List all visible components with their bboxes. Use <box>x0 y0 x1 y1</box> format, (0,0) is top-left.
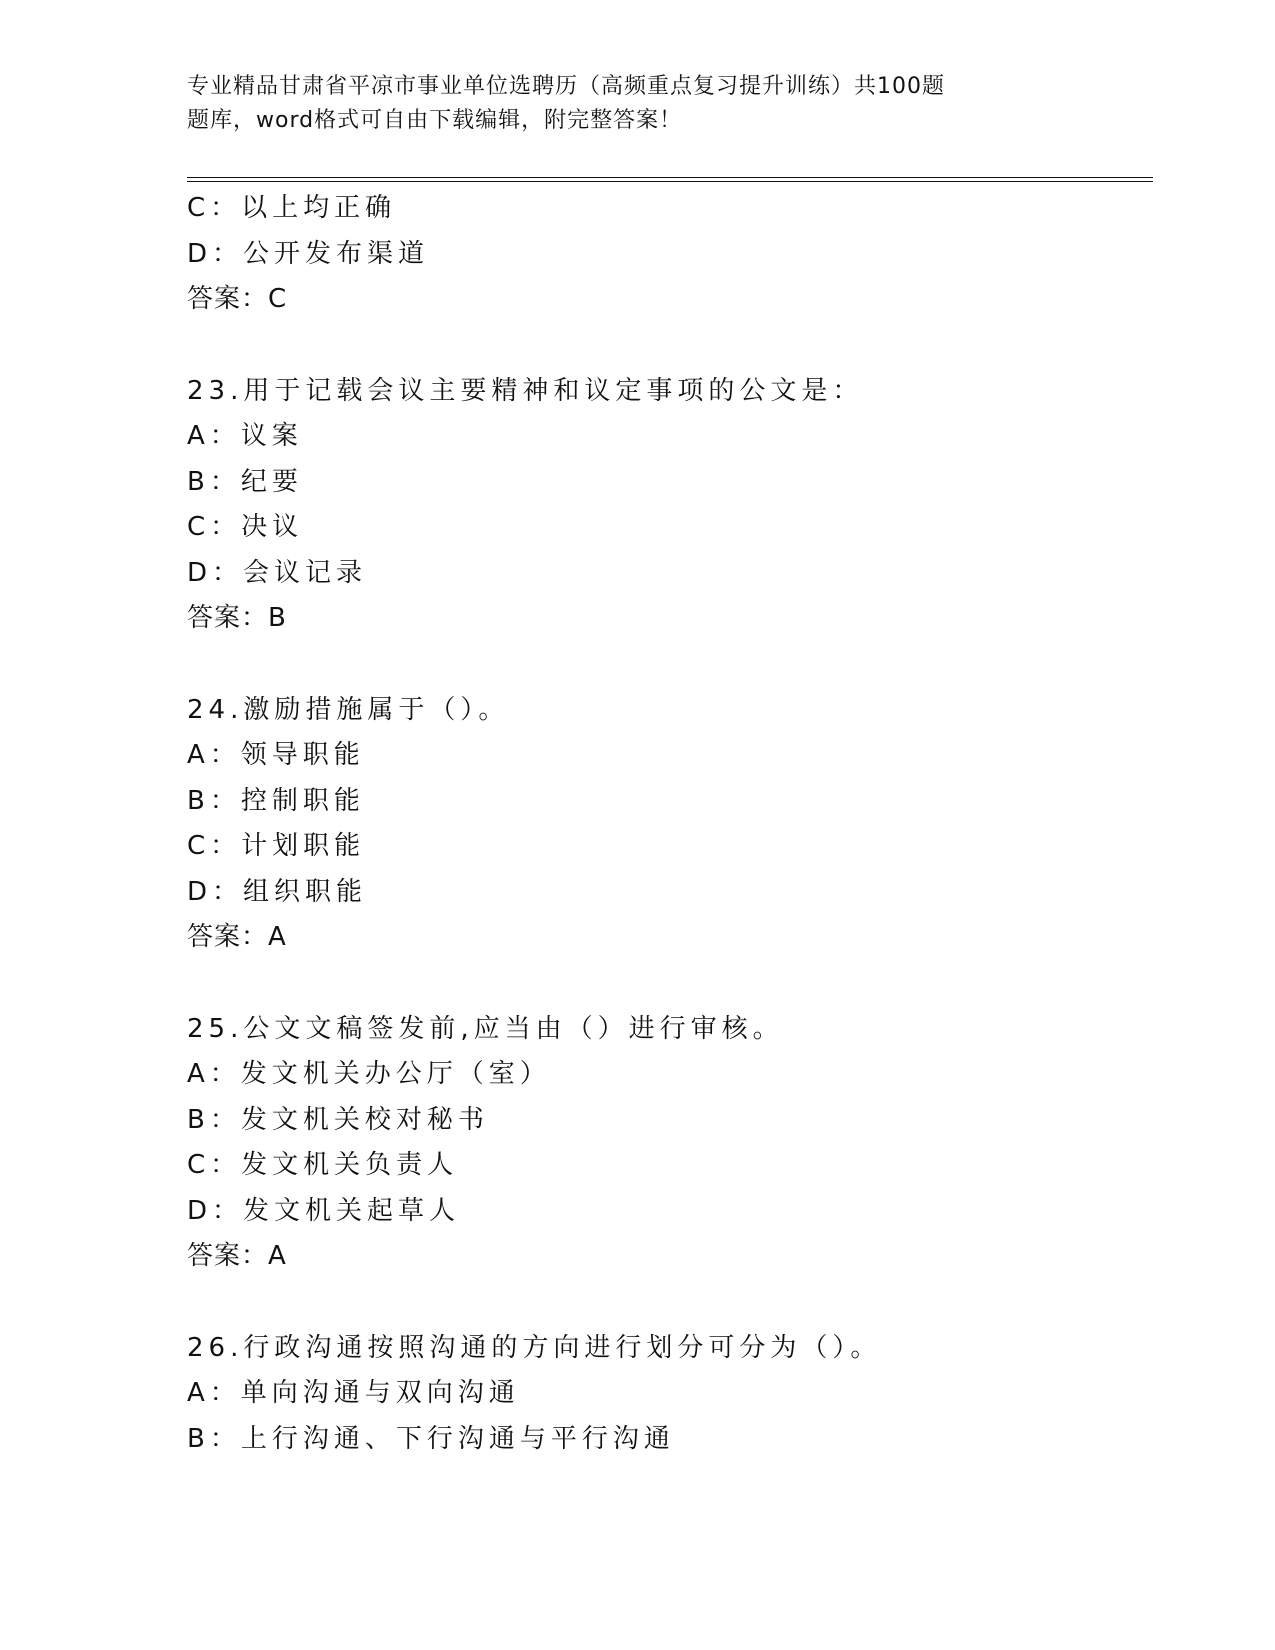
question-stem: 25.公文文稿签发前,应当由（）进行审核。 <box>187 1013 784 1044</box>
option-d: D：会议记录 <box>187 557 368 588</box>
question-25 <box>187 1007 1147 1280</box>
question-26 <box>187 1326 1147 1463</box>
document-header <box>187 70 1017 138</box>
header-line-2: 题库，word格式可自由下载编辑，附完整答案！ <box>187 108 683 133</box>
question-spacer <box>187 961 1147 1007</box>
answer-line: 答案：A <box>187 1241 287 1271</box>
option-b: B：纪要 <box>187 466 303 497</box>
option-d: D：组织职能 <box>187 876 368 907</box>
question-stem: 26.行政沟通按照沟通的方向进行划分可分为（）。 <box>187 1332 882 1363</box>
answer-line: 答案：A <box>187 922 287 952</box>
option-c: C：决议 <box>187 512 304 542</box>
option-a: A：发文机关办公厅（室） <box>187 1059 551 1089</box>
question-24 <box>187 688 1147 961</box>
answer-line: 答案：B <box>187 603 287 633</box>
question-list <box>187 186 1147 1462</box>
option-d: D：公开发布渠道 <box>187 238 430 269</box>
option-b: B：控制职能 <box>187 785 365 816</box>
header-divider-bottom <box>187 181 1153 182</box>
option-a: A：领导职能 <box>187 740 365 770</box>
question-stem: 24.激励措施属于（）。 <box>187 694 510 725</box>
option-a: A：议案 <box>187 421 303 451</box>
option-a: A：单向沟通与双向沟通 <box>187 1378 520 1408</box>
header-divider-top <box>187 177 1153 178</box>
option-c: C：发文机关负责人 <box>187 1150 459 1180</box>
question-spacer <box>187 642 1147 688</box>
question-spacer <box>187 323 1147 369</box>
option-c: C：计划职能 <box>187 831 366 861</box>
question-spacer <box>187 1280 1147 1326</box>
answer-line: 答案：C <box>187 284 288 314</box>
option-b: B：上行沟通、下行沟通与平行沟通 <box>187 1423 675 1454</box>
option-b: B：发文机关校对秘书 <box>187 1104 489 1135</box>
header-line-1: 专业精品甘肃省平凉市事业单位选聘历（高频重点复习提升训练）共100题 <box>187 74 945 99</box>
question-23 <box>187 369 1147 642</box>
question-22-tail <box>187 186 1147 323</box>
question-stem: 23.用于记载会议主要精神和议定事项的公文是： <box>187 375 864 406</box>
option-c: C：以上均正确 <box>187 193 397 223</box>
option-d: D：发文机关起草人 <box>187 1195 461 1226</box>
